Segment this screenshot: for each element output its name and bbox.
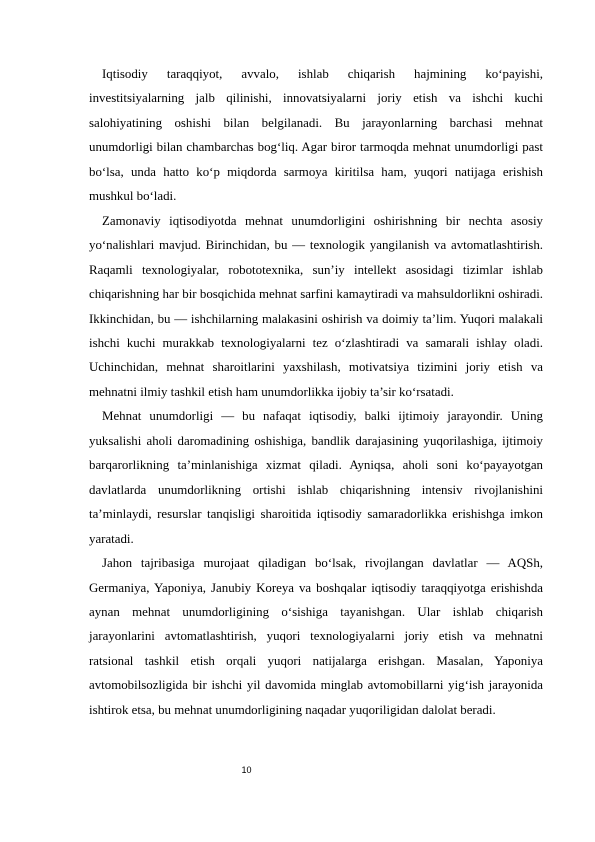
paragraph-productivity-directions: Zamonaviy iqtisodiyotda mehnat unumdorligini oshirishning bir nechta asosiy yo‘nalishlari mavjud. Birinchidan, bu — texnologik yangilanish va avtomatlashtirish. Raqamli texnologiyalar, robototexnika, sun’iy intellekt asosidagi tizimlar ishlab chiqarishning har bir bosqichida mehnat sarfini kamaytiradi va mahsuldorlikni oshiradi. Ikkinchidan, bu — ishchilarning malakasini oshirish va doimiy ta’lim. Yuqori malakali ishchi kuchi murakkab texnologiyalarni tez o‘zlashtiradi va samarali ishlay oladi. Uchinchidan, mehnat sharoitlarini yaxshilash, motivatsiya tizimini joriy etish va mehnatni ilmiy tashkil etish ham unumdorlikka ijobiy ta’sir ko‘rsatadi. — [89, 213, 543, 399]
document-body — [89, 62, 543, 722]
page-number: 10 — [241, 765, 252, 775]
paragraph-social-process: Mehnat unumdorligi — bu nafaqat iqtisodiy, balki ijtimoiy jarayondir. Uning yuksalishi aholi daromadining oshishiga, bandlik darajasining yuqorilashiga, ijtimoiy barqarorlikning ta’minlanishiga xizmat qiladi. Ayniqsa, aholi soni ko‘payayotgan davlatlarda unumdorlikning ortishi ishlab chiqarishning intensiv rivojlanishini ta’minlaydi, resurslar tanqisligi sharoitida iqtisodiy samaradorlikka erishishga imkon yaratadi. — [89, 409, 543, 546]
paragraph-world-experience: Jahon tajribasiga murojaat qiladigan bo‘lsak, rivojlangan davlatlar — AQSh, Germaniya, Yaponiya, Janubiy Koreya va boshqalar iqtisodiy taraqqiyotga erishishda aynan mehnat unumdorligining o‘sishiga tayanishgan. Ular ishlab chiqarish jarayonlarini avtomatlashtirish, yuqori texnologiyalarni joriy etish va mehnatni ratsional tashkil etish orqali yuqori natijalarga erishgan. Masalan, Yaponiya avtomobilsozligida bir ishchi yil davomida minglab avtomobillarni yig‘ish jarayonida ishtirok etsa, bu mehnat unumdorligining naqadar yuqoriligidan dalolat beradi. — [89, 556, 543, 717]
paragraph-economic-development: Iqtisodiy taraqqiyot, avvalo, ishlab chiqarish hajmining ko‘payishi, investitsiyalarning jalb qilinishi, innovatsiyalarni joriy etish va ishchi kuchi salohiyatining oshishi bilan belgilanadi. Bu jarayonlarning barchasi mehnat unumdorligi bilan chambarchas bog‘liq. Agar biror tarmoqda mehnat unumdorligi past bo‘lsa, unda hatto ko‘p miqdorda sarmoya kiritilsa ham, yuqori natijaga erishish mushkul bo‘ladi. — [89, 67, 543, 204]
